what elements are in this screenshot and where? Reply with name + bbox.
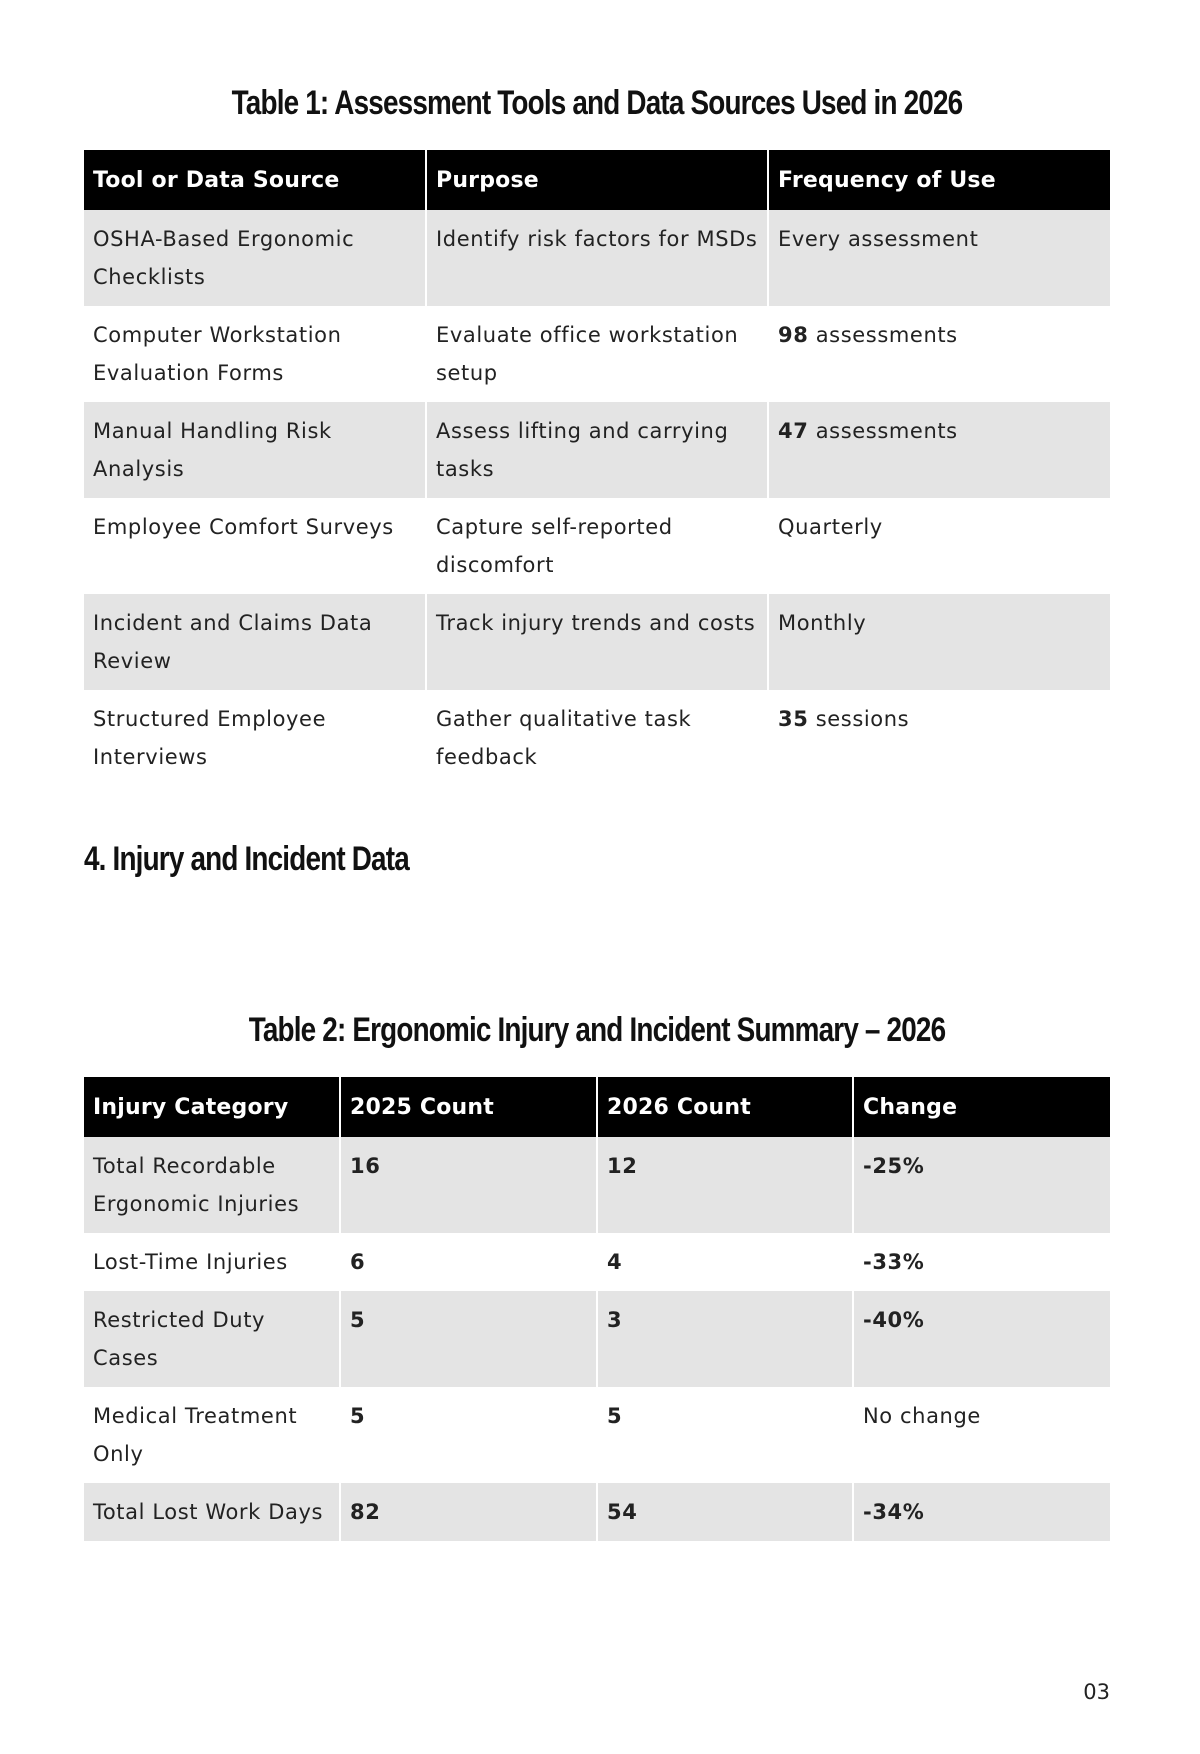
cell-2026-count: 5 (597, 1387, 853, 1483)
cell-tool: OSHA-Based Ergonomic Checklists (84, 210, 426, 306)
cell-category: Medical Treatment Only (84, 1387, 340, 1483)
cell-frequency (768, 594, 1110, 690)
table2-title-box (84, 1011, 1110, 1077)
table-header-row (84, 150, 1110, 210)
table-row (84, 210, 1110, 306)
frequency-text: Monthly (778, 611, 867, 635)
frequency-number: 98 (778, 323, 809, 347)
frequency-number: 47 (778, 419, 809, 443)
cell-frequency (768, 402, 1110, 498)
cell-2026-count: 54 (597, 1483, 853, 1541)
column-header-2026-count: 2026 Count (597, 1077, 853, 1137)
cell-purpose: Track injury trends and costs (426, 594, 768, 690)
cell-change: -33% (853, 1233, 1110, 1291)
cell-tool: Structured Employee Interviews (84, 690, 426, 786)
cell-category: Total Recordable Ergonomic Injuries (84, 1137, 340, 1233)
column-header-injury-category: Injury Category (84, 1077, 340, 1137)
cell-2025-count: 6 (340, 1233, 597, 1291)
table-header-row (84, 1077, 1110, 1137)
cell-frequency (768, 690, 1110, 786)
cell-2025-count: 5 (340, 1387, 597, 1483)
cell-2026-count: 3 (597, 1291, 853, 1387)
table-row (84, 1233, 1110, 1291)
table1-title-box (84, 84, 1110, 150)
cell-category: Lost-Time Injuries (84, 1233, 340, 1291)
cell-2025-count: 16 (340, 1137, 597, 1233)
table-row (84, 402, 1110, 498)
frequency-number: 35 (778, 707, 809, 731)
cell-frequency (768, 210, 1110, 306)
assessment-tools-table (84, 150, 1110, 786)
cell-frequency (768, 306, 1110, 402)
page-number: 03 (1083, 1680, 1110, 1704)
cell-change: No change (853, 1387, 1110, 1483)
cell-category: Total Lost Work Days (84, 1483, 340, 1541)
cell-category: Restricted Duty Cases (84, 1291, 340, 1387)
cell-purpose: Identify risk factors for MSDs (426, 210, 768, 306)
cell-2025-count: 5 (340, 1291, 597, 1387)
section-4-heading-box (84, 840, 480, 879)
table-row (84, 690, 1110, 786)
cell-frequency (768, 498, 1110, 594)
cell-2026-count: 4 (597, 1233, 853, 1291)
table-row (84, 1387, 1110, 1483)
frequency-text: Quarterly (778, 515, 883, 539)
column-header-change: Change (853, 1077, 1110, 1137)
cell-purpose: Capture self-reported discomfort (426, 498, 768, 594)
frequency-text: assessments (808, 419, 958, 443)
cell-2025-count: 82 (340, 1483, 597, 1541)
cell-change: -34% (853, 1483, 1110, 1541)
injury-summary-table (84, 1077, 1110, 1541)
table1-section (84, 84, 1110, 786)
cell-change: -25% (853, 1137, 1110, 1233)
cell-change: -40% (853, 1291, 1110, 1387)
cell-tool: Manual Handling Risk Analysis (84, 402, 426, 498)
table-row (84, 498, 1110, 594)
table1-title: Table 1: Assessment Tools and Data Sources Used in 2026 (231, 84, 963, 122)
section-heading: 4. Injury and Incident Data (84, 840, 409, 878)
table-row (84, 1137, 1110, 1233)
cell-purpose: Assess lifting and carrying tasks (426, 402, 768, 498)
frequency-text: sessions (808, 707, 910, 731)
column-header-purpose: Purpose (426, 150, 768, 210)
table-row (84, 1483, 1110, 1541)
cell-tool: Computer Workstation Evaluation Forms (84, 306, 426, 402)
frequency-text: Every assessment (778, 227, 979, 251)
table2-section (84, 1011, 1110, 1541)
frequency-text: assessments (808, 323, 958, 347)
table-row (84, 306, 1110, 402)
table2-title: Table 2: Ergonomic Injury and Incident Summary – 2026 (248, 1011, 946, 1049)
cell-tool: Employee Comfort Surveys (84, 498, 426, 594)
cell-2026-count: 12 (597, 1137, 853, 1233)
table-row (84, 1291, 1110, 1387)
column-header-2025-count: 2025 Count (340, 1077, 597, 1137)
column-header-frequency: Frequency of Use (768, 150, 1110, 210)
cell-purpose: Evaluate office workstation setup (426, 306, 768, 402)
cell-tool: Incident and Claims Data Review (84, 594, 426, 690)
column-header-tool: Tool or Data Source (84, 150, 426, 210)
table-row (84, 594, 1110, 690)
cell-purpose: Gather qualitative task feedback (426, 690, 768, 786)
